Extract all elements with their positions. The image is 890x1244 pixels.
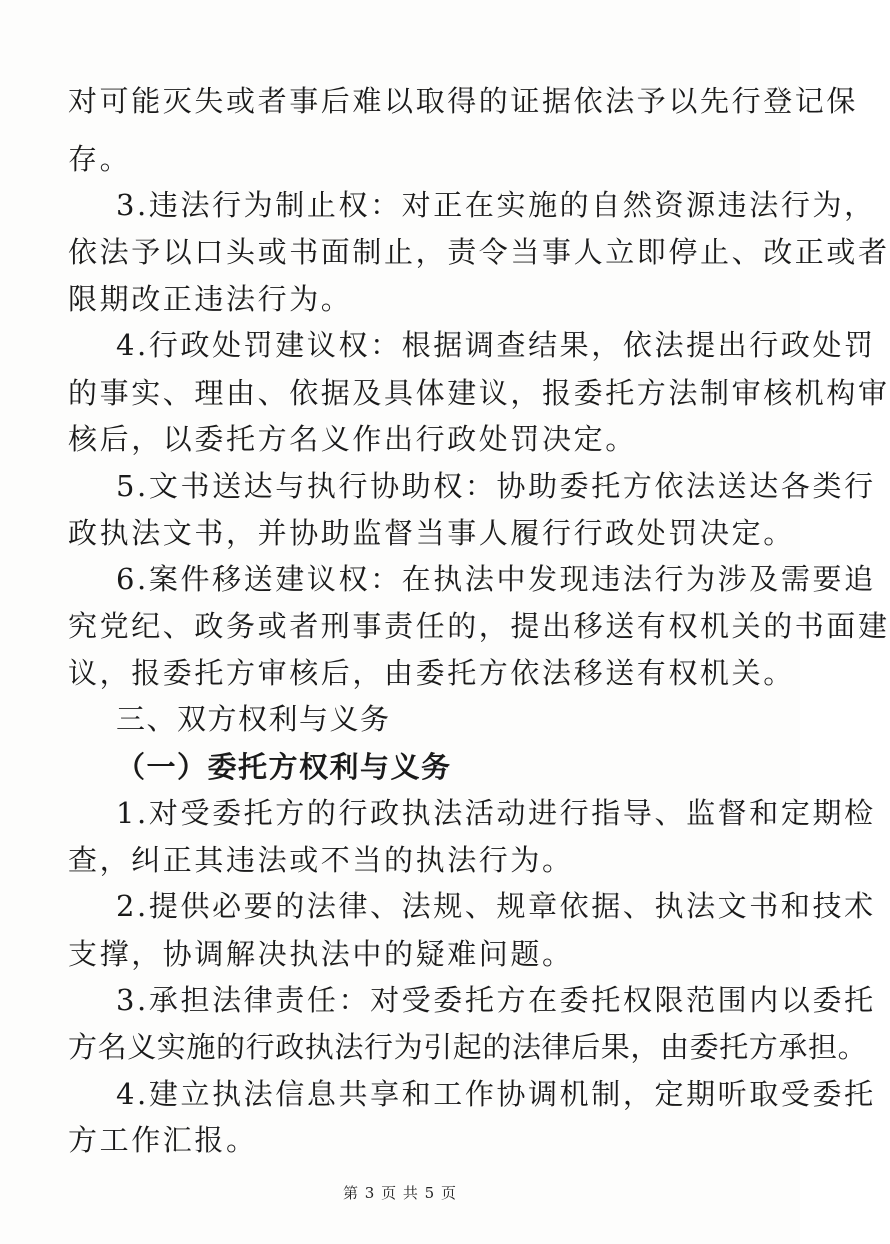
body-text-line: 支撑，协调解决执法中的疑难问题。 <box>68 937 574 971</box>
subsection-heading: （一）委托方权利与义务 <box>116 750 452 784</box>
item-3-line: 3.承担法律责任：对受委托方在委托权限范围内以委托 <box>116 983 876 1017</box>
item-2-line: 2.提供必要的法律、法规、规章依据、执法文书和技术 <box>116 889 876 923</box>
page-number-footer: 第 3 页 共 5 页 <box>343 1184 457 1202</box>
body-text-line: 方名义实施的行政执法行为引起的法律后果，由委托方承担。 <box>68 1030 868 1064</box>
body-text-line: 限期改正违法行为。 <box>68 282 353 316</box>
body-text-line: 依法予以口头或书面制止，责令当事人立即停止、改正或者 <box>68 235 890 269</box>
body-text-line: 议，报委托方审核后，由委托方依法移送有权机关。 <box>68 656 795 690</box>
body-text-line: 究党纪、政务或者刑事责任的，提出移送有权机关的书面建 <box>68 609 890 643</box>
item-4-line: 4.建立执法信息共享和工作协调机制，定期听取受委托 <box>116 1077 876 1111</box>
clause-6-line: 6.案件移送建议权：在执法中发现违法行为涉及需要追 <box>116 562 876 596</box>
body-text-line: 存。 <box>68 142 132 176</box>
clause-3-line: 3.违法行为制止权：对正在实施的自然资源违法行为， <box>116 188 876 222</box>
body-text-line: 的事实、理由、依据及具体建议，报委托方法制审核机构审 <box>68 376 890 410</box>
clause-5-line: 5.文书送达与执行协助权：协助委托方依法送达各类行 <box>116 469 876 503</box>
body-text-line: 核后，以委托方名义作出行政处罚决定。 <box>68 422 637 456</box>
body-text-line: 对可能灭失或者事后难以取得的证据依法予以先行登记保 <box>68 84 859 118</box>
body-text-line: 查，纠正其违法或不当的执法行为。 <box>68 843 574 877</box>
clause-4-line: 4.行政处罚建议权：根据调查结果，依法提出行政处罚 <box>116 328 876 362</box>
body-text-line: 政执法文书，并协助监督当事人履行行政处罚决定。 <box>68 516 795 550</box>
section-heading: 三、双方权利与义务 <box>116 702 391 736</box>
item-1-line: 1.对受委托方的行政执法活动进行指导、监督和定期检 <box>116 796 876 830</box>
body-text-line: 方工作汇报。 <box>68 1123 258 1157</box>
